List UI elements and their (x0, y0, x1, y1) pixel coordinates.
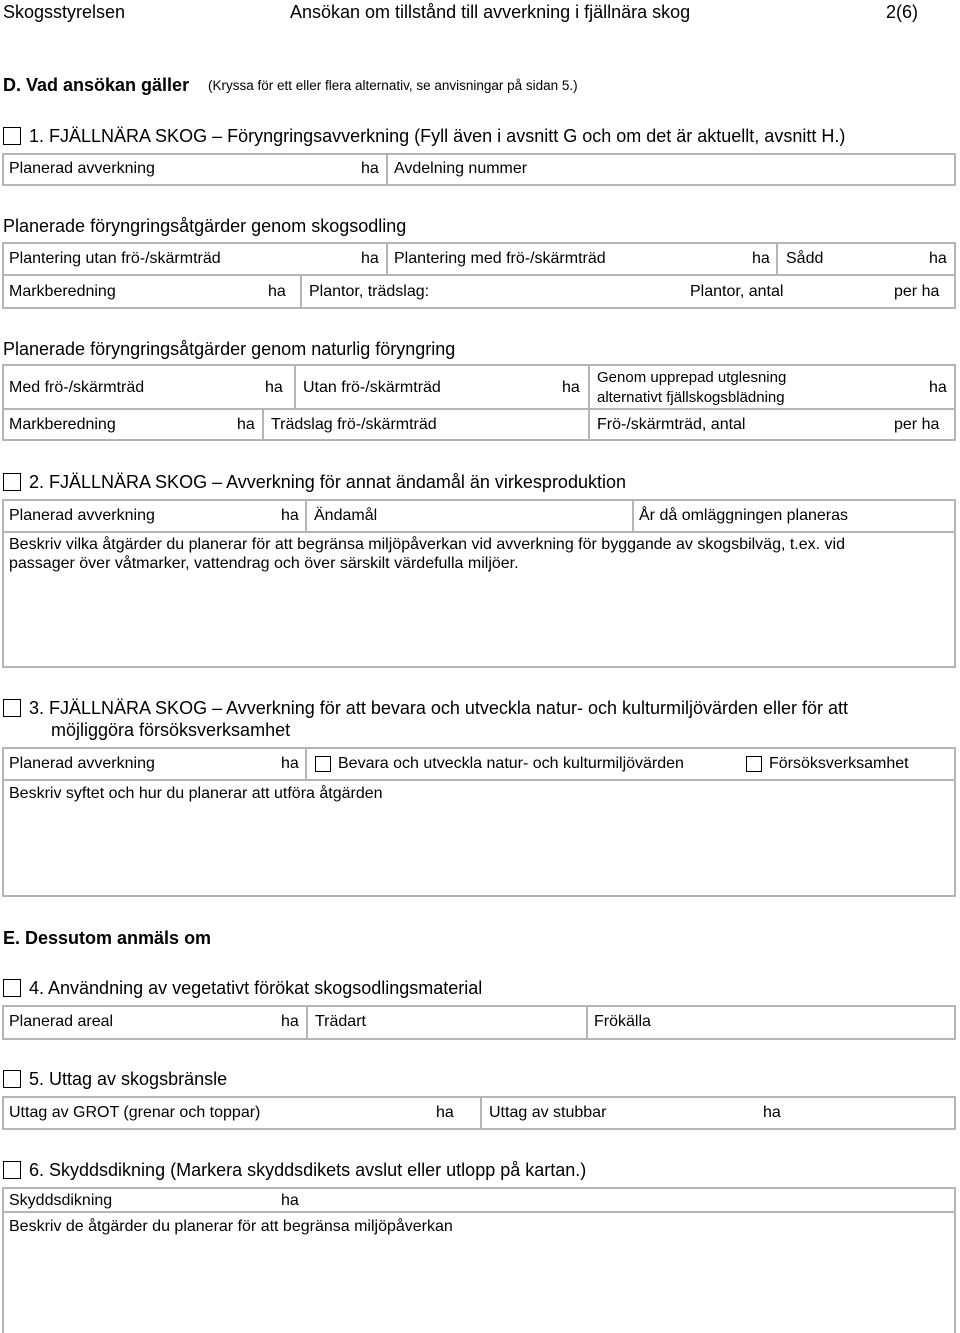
page-number: 2(6) (886, 2, 919, 22)
option-5-title: 5. Uttag av skogsbränsle (29, 1069, 228, 1089)
opt1-planned-unit: ha (361, 160, 379, 177)
markber2-label: Markberedning (9, 416, 116, 433)
opt6-skydd-input[interactable] (130, 1190, 275, 1210)
opt1-dept-label: Avdelning nummer (394, 160, 528, 177)
opt4-frokalla-label: Frökälla (594, 1013, 651, 1030)
utan-fro-label: Utan frö-/skärmträd (303, 379, 441, 396)
opt2-year-input[interactable] (870, 502, 952, 530)
option-4-checkbox[interactable] (3, 979, 21, 997)
naturlig-heading: Planerade föryngringsåtgärder genom naturlig föryngring (3, 339, 456, 359)
fro-antal-unit: per ha (894, 416, 940, 433)
option-2-checkbox[interactable] (3, 473, 21, 491)
org-name: Skogsstyrelsen (3, 2, 126, 22)
fro-antal-label: Frö-/skärmträd, antal (597, 416, 746, 433)
opt5-grot-label: Uttag av GROT (grenar och toppar) (9, 1104, 261, 1121)
option-1-checkbox[interactable] (3, 127, 21, 145)
opt3-describe-input[interactable] (8, 810, 952, 896)
bevara-checkbox[interactable] (315, 756, 331, 772)
markber2-unit: ha (237, 416, 255, 433)
section-d-note: (Kryssa för ett eller flera alternativ, se anvisningar på sidan 5.) (208, 78, 578, 93)
opt3-planned-unit: ha (281, 755, 299, 772)
option-1-title: 1. FJÄLLNÄRA SKOG – Föryngringsavverkning (Fyll även i avsnitt G och om det är aktuellt, avsnitt H.) (29, 126, 846, 146)
opt4-areal-unit: ha (281, 1013, 299, 1030)
fro-antal-input[interactable] (765, 411, 889, 438)
option-3-checkbox[interactable] (3, 699, 21, 717)
opt2-planned-label: Planerad avverkning (9, 507, 155, 524)
opt2-andamal-input[interactable] (390, 502, 628, 530)
bevara-label: Bevara och utveckla natur- och kulturmiljövärden (338, 755, 684, 772)
form-title: Ansökan om tillstånd till avverkning i fjällnära skog (290, 2, 691, 22)
opt2-planned-input[interactable] (175, 502, 275, 530)
forsok-checkbox[interactable] (746, 756, 762, 772)
opt5-stubbar-unit: ha (763, 1104, 781, 1121)
opt4-areal-input[interactable] (130, 1008, 275, 1037)
section-d-heading: D. Vad ansökan gäller (3, 75, 190, 95)
opt4-tradart-input[interactable] (380, 1008, 580, 1037)
opt2-planned-unit: ha (281, 507, 299, 524)
option-2-title: 2. FJÄLLNÄRA SKOG – Avverkning för annat ändamål än virkesproduktion (29, 472, 626, 492)
opt2-year-label: År då omläggningen planeras (639, 507, 849, 524)
plantor-antal-label: Plantor, antal (690, 283, 784, 300)
opt5-grot-unit: ha (436, 1104, 454, 1121)
option-5-checkbox[interactable] (3, 1070, 21, 1088)
option-3-title-line-2: möjliggöra försöksverksamhet (51, 720, 291, 740)
plantor-antal-input[interactable] (800, 277, 888, 306)
opt3-planned-input[interactable] (175, 750, 275, 778)
opt2-describe-line-2: passager över våtmarker, vattendrag och över särskilt värdefulla miljöer. (9, 555, 519, 572)
plantor-antal-unit: per ha (894, 283, 940, 300)
markber-input[interactable] (135, 277, 263, 306)
upprepad-input[interactable] (825, 367, 923, 407)
opt1-planned-label: Planerad avverkning (9, 160, 155, 177)
upprepad-label-2: alternativt fjällskogsblädning (597, 389, 785, 406)
markber-unit: ha (268, 283, 286, 300)
section-e-heading: E. Dessutom anmäls om (3, 928, 212, 948)
utan-fro-unit: ha (562, 379, 580, 396)
option-6-checkbox[interactable] (3, 1161, 21, 1179)
forsok-label: Försöksverksamhet (769, 755, 909, 772)
opt1-planned-input[interactable] (180, 156, 355, 183)
option-6-title: 6. Skyddsdikning (Markera skyddsdikets avslut eller utlopp på kartan.) (29, 1160, 587, 1180)
opt4-areal-label: Planerad areal (9, 1013, 114, 1030)
plant-utan-unit: ha (361, 250, 379, 267)
opt1-dept-input[interactable] (560, 156, 950, 183)
opt3-planned-label: Planerad avverkning (9, 755, 155, 772)
opt4-frokalla-input[interactable] (665, 1008, 950, 1037)
option-3-title-line-1: 3. FJÄLLNÄRA SKOG – Avverkning för att bevara och utveckla natur- och kulturmiljövärden eller för att (29, 698, 849, 718)
opt6-skydd-label: Skyddsdikning (9, 1192, 113, 1209)
opt5-stubbar-input[interactable] (625, 1099, 757, 1127)
sadd-input[interactable] (835, 245, 923, 273)
opt6-describe-label: Beskriv de åtgärder du planerar för att begränsa miljöpåverkan (9, 1218, 453, 1235)
opt6-skydd-unit: ha (281, 1192, 299, 1209)
plant-utan-input[interactable] (245, 245, 355, 273)
sadd-unit: ha (929, 250, 947, 267)
markber2-input[interactable] (135, 411, 231, 438)
sadd-label: Sådd (786, 250, 824, 267)
opt5-grot-input[interactable] (290, 1099, 430, 1127)
upprepad-label-1: Genom upprepad utglesning (597, 369, 787, 386)
med-fro-label: Med frö-/skärmträd (9, 379, 145, 396)
plantor-tradslag-input[interactable] (450, 277, 680, 306)
option-4-title: 4. Användning av vegetativt förökat skogsodlingsmaterial (29, 978, 483, 998)
upprepad-unit: ha (929, 379, 947, 396)
opt5-stubbar-label: Uttag av stubbar (489, 1104, 607, 1121)
plant-utan-label: Plantering utan frö-/skärmträd (9, 250, 221, 267)
med-fro-unit: ha (265, 379, 283, 396)
opt2-describe-line-1: Beskriv vilka åtgärder du planerar för att begränsa miljöpåverkan vid avverkning för byggande av skogsbilväg, t.ex. vid (9, 536, 845, 553)
opt4-tradart-label: Trädart (315, 1013, 366, 1030)
opt6-describe-input[interactable] (8, 1243, 952, 1333)
tradslag-fro-input[interactable] (460, 411, 584, 438)
plant-med-label: Plantering med frö-/skärmträd (394, 250, 606, 267)
tradslag-fro-label: Trädslag frö-/skärmträd (271, 416, 437, 433)
opt2-andamal-label: Ändamål (314, 507, 378, 524)
plant-med-input[interactable] (630, 245, 745, 273)
plant-med-unit: ha (752, 250, 770, 267)
med-fro-input[interactable] (165, 367, 260, 407)
markber-label: Markberedning (9, 283, 116, 300)
plantor-tradslag-label: Plantor, trädslag: (309, 283, 430, 300)
sodling-heading: Planerade föryngringsåtgärder genom skogsodling (3, 216, 407, 236)
opt2-describe-input[interactable] (8, 580, 952, 666)
utan-fro-input[interactable] (462, 367, 557, 407)
opt3-describe-label: Beskriv syftet och hur du planerar att utföra åtgärden (9, 785, 383, 802)
